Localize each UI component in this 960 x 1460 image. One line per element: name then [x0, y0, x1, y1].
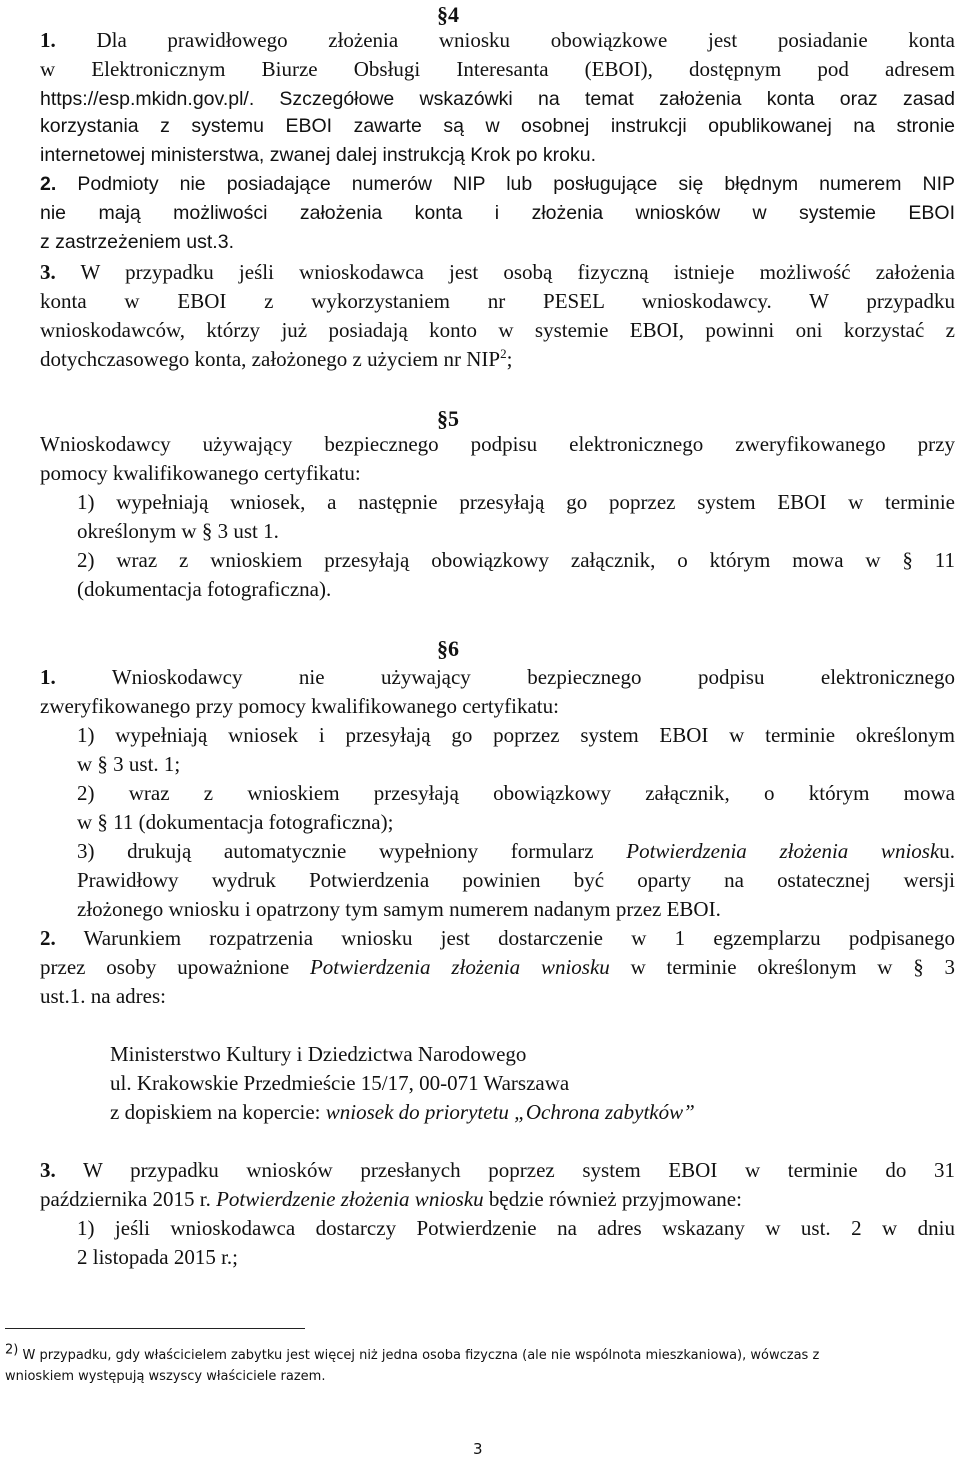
s6-p2-line2-a: przez osoby upoważnione — [40, 955, 290, 979]
s6-item3-suffix: u. — [939, 839, 956, 863]
footnote-text: W przypadku, gdy właścicielem zabytku jest więcej niż jedna osoba fizyczna (ale nie wspólnota mieszkaniowa), wówczas z — [22, 1348, 820, 1363]
s4-p3-line4-text: dotychczasowego konta, założonego z użyciem nr NIP — [40, 347, 501, 371]
s6-p2-line2-italic: Potwierdzenia złożenia wniosku — [309, 955, 610, 979]
s5-line2: pomocy kwalifikowanego certyfikatu: — [40, 461, 361, 485]
s6-p3-line2-c: będzie również przyjmowane: — [488, 1187, 742, 1211]
s6-item3-line3: złożonego wniosku i opatrzony tym samym numerem nadanym przez EBOI. — [77, 897, 721, 921]
s5-item2-line1: 2) wraz z wnioskiem przesyłają obowiązkowy załącznik, o którym mowa w § 11 — [77, 548, 955, 572]
s4-p1-number: 1. — [40, 28, 56, 52]
s6-p3-line2 — [40, 1189, 742, 1210]
s4-p1-line4: korzystania z systemu EBOI zawarte są w osobnej instrukcji opublikowanej na stronie — [40, 115, 955, 137]
s6-p3-item1-line2: 2 listopada 2015 r.; — [77, 1245, 238, 1269]
s4-p2-number: 2. — [40, 173, 57, 195]
s5-item1-line2: określonym w § 3 ust 1. — [77, 519, 279, 543]
s6-item2-line1: 2) wraz z wnioskiem przesyłają obowiązkowy załącznik, o którym mowa — [77, 781, 955, 805]
s6-p1-line2: zweryfikowanego przy pomocy kwalifikowanego certyfikatu: — [40, 694, 559, 718]
s4-p2-line2: nie mają możliwości założenia konta i złożenia wniosków w systemie EBOI — [40, 202, 955, 224]
s6-item3-line2: Prawidłowy wydruk Potwierdzenia powinien być oparty na ostatecznej wersji — [77, 868, 955, 892]
footnote-line1 — [5, 1342, 820, 1363]
s6-p1-line1 — [40, 667, 955, 688]
s4-p3-line3: wnioskodawców, którzy już posiadają konto w systemie EBOI, powinni oni korzystać z — [40, 318, 955, 342]
s6-p3-line2-a: października 2015 r. — [40, 1187, 211, 1211]
s6-p2-line1 — [40, 928, 955, 949]
s4-p1-line3-text: Szczegółowe wskazówki na temat założenia konta oraz zasad — [279, 88, 955, 110]
footnote-mark: 2) — [5, 1342, 19, 1358]
s4-p1-line2: w Elektronicznym Biurze Obsługi Interesanta (EBOI), dostępnym pod adresem — [40, 57, 955, 81]
s4-p1-line1 — [40, 30, 955, 51]
address-line3 — [110, 1102, 695, 1123]
s4-p3-line2: konta w EBOI z wykorzystaniem nr PESEL wnioskodawcy. W przypadku — [40, 289, 955, 313]
s5-line1: Wnioskodawcy używający bezpiecznego podpisu elektronicznego zweryfikowanego przy — [40, 432, 955, 456]
s4-p3-line4 — [40, 346, 513, 371]
address-note-label: z dopiskiem na kopercie: — [110, 1100, 321, 1124]
s6-p2-text: Warunkiem rozpatrzenia wniosku jest dostarczenie w 1 egzemplarzu podpisanego — [83, 926, 955, 950]
s4-p3-end: ; — [506, 347, 513, 371]
s6-p2-number: 2. — [40, 926, 56, 950]
s4-p3-line1 — [40, 262, 955, 283]
s6-item1-line1: 1) wypełniają wniosek i przesyłają go poprzez system EBOI w terminie określonym — [77, 723, 955, 747]
s4-p1-line5: internetowej ministerstwa, zwanej dalej instrukcją Krok po kroku. — [40, 144, 596, 166]
eboi-url: https://esp.mkidn.gov.pl/. — [40, 88, 255, 110]
s4-p2-line1 — [40, 175, 955, 195]
s5-item1-line1: 1) wypełniają wniosek, a następnie przesyłają go poprzez system EBOI w terminie — [77, 490, 955, 514]
form-name-italic: Potwierdzenia złożenia wniosk — [626, 839, 940, 863]
s6-p2-line2 — [40, 957, 955, 978]
s6-item1-line2: w § 3 ust. 1; — [77, 752, 181, 776]
footnote-separator — [5, 1328, 305, 1329]
s6-p3-text: W przypadku wniosków przesłanych poprzez system EBOI w terminie do 31 — [83, 1158, 955, 1182]
s4-p2-text: Podmioty nie posiadające numerów NIP lub posługujące się błędnym numerem NIP — [77, 173, 955, 195]
s6-p3-line2-italic: Potwierdzenie złożenia wniosku — [216, 1187, 484, 1211]
s6-p2-line3: ust.1. na adres: — [40, 984, 166, 1008]
s6-p3-item1-line1: 1) jeśli wnioskodawca dostarczy Potwierdzenie na adres wskazany w ust. 2 w dniu — [77, 1216, 955, 1240]
s4-p3-text: W przypadku jeśli wnioskodawca jest osobą fizyczną istnieje możliwość założenia — [80, 260, 955, 284]
s5-item2-line2: (dokumentacja fotograficzna). — [77, 577, 332, 601]
s4-p3-number: 3. — [40, 260, 56, 284]
section-6-heading: §6 — [437, 636, 459, 661]
s6-item3-line1 — [77, 841, 955, 862]
footnote-ref: 2 — [500, 346, 507, 361]
address-note-italic: wniosek do priorytetu „Ochrona zabytków” — [325, 1100, 695, 1124]
s4-p1-text: Dla prawidłowego złożenia wniosku obowiązkowe jest posiadanie konta — [96, 28, 955, 52]
s6-item3-text: 3) drukują automatycznie wypełniony formularz — [77, 839, 594, 863]
s6-p2-line2-c: w terminie określonym w § 3 — [630, 955, 956, 979]
s6-p1-text: Wnioskodawcy nie używający bezpiecznego podpisu elektronicznego — [111, 665, 955, 689]
s4-p1-line3 — [40, 88, 955, 110]
address-line1: Ministerstwo Kultury i Dziedzictwa Narodowego — [110, 1042, 527, 1066]
s6-p3-number: 3. — [40, 1158, 56, 1182]
s6-p1-number: 1. — [40, 665, 56, 689]
s6-p3-line1 — [40, 1160, 955, 1181]
s4-p2-line3: z zastrzeżeniem ust.3. — [40, 231, 234, 253]
page-number: 3 — [473, 1440, 483, 1458]
s6-item2-line2: w § 11 (dokumentacja fotograficzna); — [77, 810, 394, 834]
address-line2: ul. Krakowskie Przedmieście 15/17, 00-071 Warszawa — [110, 1071, 570, 1095]
section-5-heading: §5 — [437, 406, 459, 431]
footnote-line2: wnioskiem występują wszyscy właściciele razem. — [5, 1369, 326, 1384]
section-4-heading: §4 — [437, 2, 459, 27]
